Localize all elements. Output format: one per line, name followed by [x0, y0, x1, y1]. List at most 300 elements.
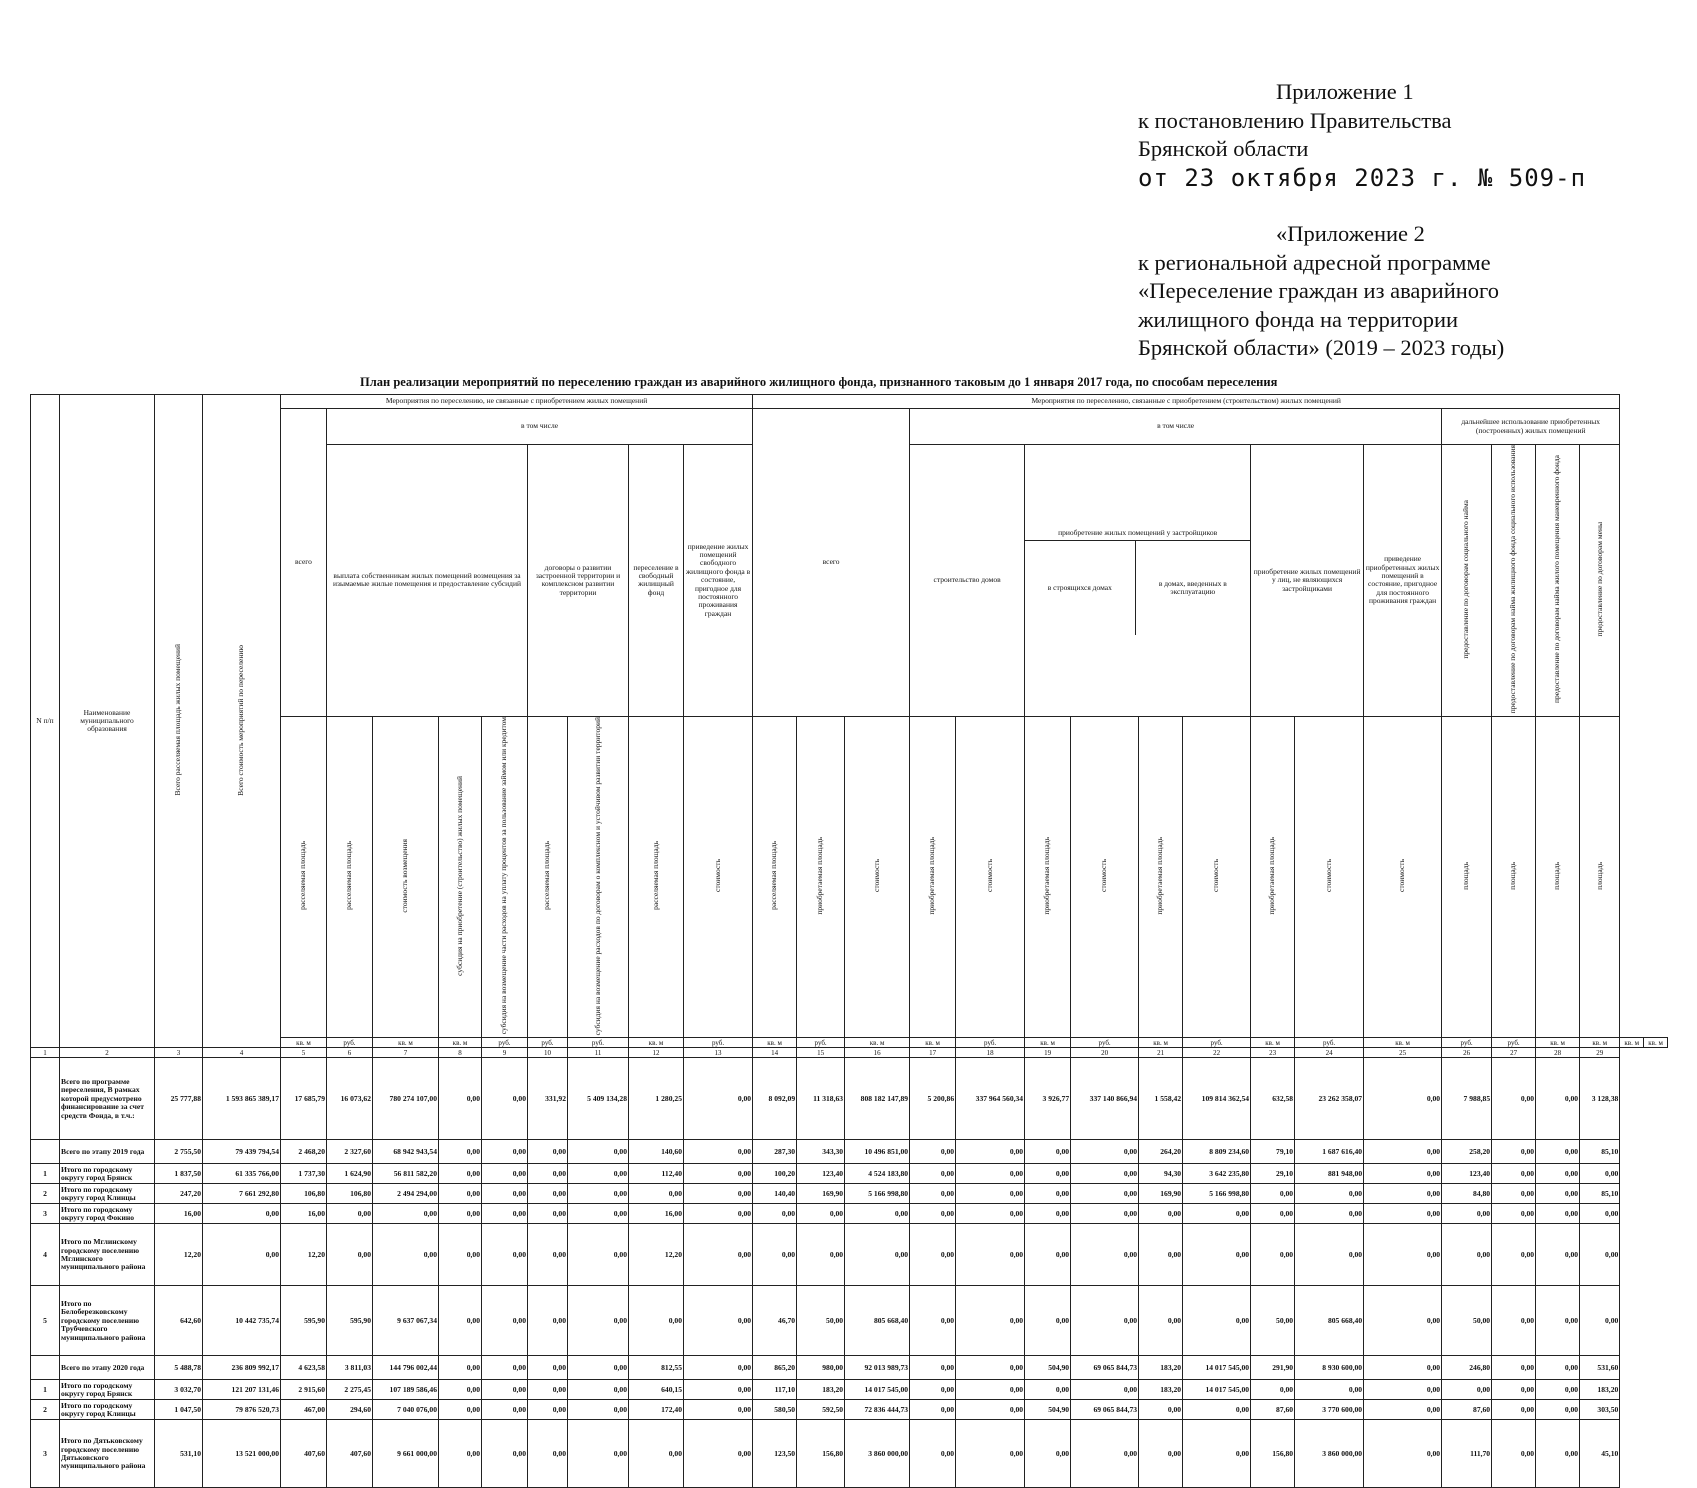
row-value: 7 040 076,00	[373, 1400, 439, 1420]
row-value: 0,00	[1536, 1184, 1580, 1204]
row-value: 87,60	[1442, 1400, 1492, 1420]
contracts-header: договоры о развитии застроенной территории и комплексном развитии территории	[528, 445, 629, 717]
row-value: 0,00	[1071, 1184, 1139, 1204]
row-value: 3 860 000,00	[1295, 1420, 1364, 1488]
row-municipality: Итого по городскому округу город Фокино	[60, 1204, 155, 1224]
row-value: 0,00	[1492, 1420, 1536, 1488]
column-index-cell: 6	[327, 1048, 373, 1058]
table-title: План реализации мероприятий по переселению граждан из аварийного жилищного фонда, признанного таковым до 1 января 2017 года, по способам переселения	[360, 375, 1278, 389]
row-value: 0,00	[568, 1184, 629, 1204]
unit-cell: кв. м	[845, 1038, 910, 1048]
row-value: 632,58	[1251, 1058, 1295, 1140]
acq-persons-header: приобретение жилых помещений у лиц, не являющихся застройщиками	[1251, 445, 1364, 717]
row-value: 3 128,38	[1580, 1058, 1620, 1140]
row-value: 0,00	[1580, 1224, 1620, 1286]
row-value: 0,00	[1139, 1286, 1183, 1356]
row-value: 0,00	[528, 1140, 568, 1164]
sub-resettled-area: расселяемая площадь	[281, 716, 327, 1038]
sub-cost: стоимость	[1071, 716, 1139, 1038]
row-value: 50,00	[797, 1286, 845, 1356]
row-value: 123,40	[1442, 1164, 1492, 1184]
row-value: 0,00	[910, 1356, 956, 1380]
row-value: 0,00	[482, 1420, 528, 1488]
row-value: 0,00	[327, 1204, 373, 1224]
row-value: 0,00	[528, 1400, 568, 1420]
row-value: 56 811 582,20	[373, 1164, 439, 1184]
sub-cost: стоимость	[1295, 716, 1364, 1038]
row-value: 980,00	[797, 1356, 845, 1380]
bringing-acq-header: приведение приобретенных жилых помещений в состояние, пригодное для постоянного проживания граждан	[1364, 445, 1442, 717]
row-value: 0,00	[1580, 1164, 1620, 1184]
row-value: 0,00	[1183, 1400, 1251, 1420]
row-municipality: Итого по городскому округу город Клинцы	[60, 1184, 155, 1204]
row-value: 172,40	[629, 1400, 684, 1420]
row-value: 0,00	[629, 1184, 684, 1204]
sub-acquired-area: приобретаемая площадь	[797, 716, 845, 1038]
incl-header-2: в том числе	[910, 409, 1442, 445]
table-row	[31, 1356, 1668, 1380]
unit-cell: кв. м	[1620, 1038, 1644, 1048]
row-value: 16,00	[281, 1204, 327, 1224]
row-value: 7 988,85	[1442, 1058, 1492, 1140]
col-total: всего	[281, 409, 327, 717]
row-value: 5 200,86	[910, 1058, 956, 1140]
row-value: 0,00	[373, 1224, 439, 1286]
unit-cell: кв. м	[1536, 1038, 1580, 1048]
row-value: 865,20	[753, 1356, 797, 1380]
row-value: 0,00	[1295, 1204, 1364, 1224]
row-value: 9 661 000,00	[373, 1420, 439, 1488]
row-value: 0,00	[1442, 1224, 1492, 1286]
sub-resettled-area: расселяемая площадь	[629, 716, 684, 1038]
row-value: 0,00	[1536, 1286, 1580, 1356]
row-value: 0,00	[1364, 1058, 1442, 1140]
row-value: 156,80	[797, 1420, 845, 1488]
column-index-cell: 22	[1183, 1048, 1251, 1058]
row-value: 0,00	[753, 1224, 797, 1286]
row-value: 808 182 147,89	[845, 1058, 910, 1140]
row-value: 61 335 766,00	[203, 1164, 281, 1184]
table-row	[31, 1058, 1668, 1140]
unit-cell: руб.	[1492, 1038, 1536, 1048]
row-value: 0,00	[1139, 1224, 1183, 1286]
unit-cell: кв. м	[1025, 1038, 1071, 1048]
row-value: 0,00	[439, 1058, 482, 1140]
row-value: 0,00	[684, 1356, 753, 1380]
row-value: 29,10	[1251, 1164, 1295, 1184]
decree-date-number: от 23 октября 2023 г. № 509-п	[1138, 163, 1587, 192]
row-value: 0,00	[1536, 1380, 1580, 1400]
row-value: 23 262 358,07	[1295, 1058, 1364, 1140]
row-value: 0,00	[439, 1286, 482, 1356]
sub-acquired-area: приобретаемая площадь	[1025, 716, 1071, 1038]
row-value: 0,00	[482, 1184, 528, 1204]
sub-cost: стоимость	[1183, 716, 1251, 1038]
unit-cell: кв. м	[1644, 1038, 1668, 1048]
row-value: 2 494 294,00	[373, 1184, 439, 1204]
row-value: 0,00	[684, 1140, 753, 1164]
row-value: 0,00	[956, 1164, 1025, 1184]
incl-header: в том числе	[327, 409, 753, 445]
row-value: 0,00	[1536, 1400, 1580, 1420]
column-index-cell: 27	[1492, 1048, 1536, 1058]
column-index-cell: 8	[439, 1048, 482, 1058]
col-total-2: всего	[753, 409, 910, 717]
further-use-header: дальнейшее использование приобретенных (построенных) жилых помещений	[1442, 409, 1620, 445]
row-municipality: Итого по городскому округу город Клинцы	[60, 1400, 155, 1420]
row-value: 0,00	[1536, 1058, 1580, 1140]
row-value: 0,00	[568, 1420, 629, 1488]
row-value: 13 521 000,00	[203, 1420, 281, 1488]
row-value: 0,00	[439, 1224, 482, 1286]
row-value: 0,00	[528, 1420, 568, 1488]
appendix2-label: «Приложение 2	[1276, 221, 1425, 246]
column-index-cell: 4	[203, 1048, 281, 1058]
row-value: 0,00	[528, 1184, 568, 1204]
row-value: 183,20	[1139, 1356, 1183, 1380]
row-value: 0,00	[1071, 1224, 1139, 1286]
row-value: 0,00	[1251, 1224, 1295, 1286]
row-number: 2	[31, 1184, 60, 1204]
row-municipality: Итого по городскому округу город Брянск	[60, 1164, 155, 1184]
row-value: 504,90	[1025, 1356, 1071, 1380]
row-number	[31, 1058, 60, 1140]
row-value: 0,00	[1442, 1380, 1492, 1400]
row-value: 0,00	[1251, 1184, 1295, 1204]
header-line: к постановлению Правительства	[1138, 107, 1452, 133]
row-value: 0,00	[1492, 1400, 1536, 1420]
row-value: 2 915,60	[281, 1380, 327, 1400]
row-value: 0,00	[1364, 1140, 1442, 1164]
column-index-cell: 12	[629, 1048, 684, 1058]
row-value: 9 637 067,34	[373, 1286, 439, 1356]
row-value: 0,00	[1492, 1356, 1536, 1380]
row-value: 0,00	[568, 1140, 629, 1164]
row-value: 8 930 600,00	[1295, 1356, 1364, 1380]
row-value: 79 439 794,54	[203, 1140, 281, 1164]
exchange-header: предоставление по договорам мены	[1580, 445, 1620, 717]
row-value: 3 642 235,80	[1183, 1164, 1251, 1184]
sub-acquired-area: приобретаемая площадь	[1139, 716, 1183, 1038]
row-value: 595,90	[281, 1286, 327, 1356]
row-value: 0,00	[1071, 1420, 1139, 1488]
row-value: 14 017 545,00	[1183, 1380, 1251, 1400]
row-value: 0,00	[482, 1224, 528, 1286]
row-value: 0,00	[684, 1224, 753, 1286]
row-value: 0,00	[1492, 1184, 1536, 1204]
row-number	[31, 1140, 60, 1164]
row-value: 0,00	[439, 1400, 482, 1420]
row-value: 294,60	[327, 1400, 373, 1420]
unit-cell: кв. м	[629, 1038, 684, 1048]
row-number	[31, 1356, 60, 1380]
row-value: 0,00	[482, 1400, 528, 1420]
row-value: 0,00	[910, 1164, 956, 1184]
row-value: 0,00	[528, 1164, 568, 1184]
column-index-cell: 18	[956, 1048, 1025, 1058]
row-value: 246,80	[1442, 1356, 1492, 1380]
row-value: 0,00	[1364, 1204, 1442, 1224]
column-index-cell: 16	[845, 1048, 910, 1058]
row-value: 0,00	[482, 1286, 528, 1356]
sub-area: площадь	[1492, 716, 1536, 1038]
payout-header: выплата собственникам жилых помещений возмещения за изымаемые жилые помещения и предоставление субсидий	[327, 445, 528, 717]
row-municipality: Итого по Мглинскому городскому поселению Мглинского муниципального района	[60, 1224, 155, 1286]
appendix-header	[1138, 78, 1658, 363]
row-value: 0,00	[956, 1184, 1025, 1204]
row-value: 0,00	[1364, 1380, 1442, 1400]
column-index-cell: 23	[1251, 1048, 1295, 1058]
row-value: 0,00	[684, 1380, 753, 1400]
row-value: 0,00	[956, 1356, 1025, 1380]
row-value: 0,00	[910, 1184, 956, 1204]
row-value: 5 166 998,80	[845, 1184, 910, 1204]
row-value: 0,00	[482, 1140, 528, 1164]
column-index-cell: 17	[910, 1048, 956, 1058]
row-value: 5 166 998,80	[1183, 1184, 1251, 1204]
row-value: 144 796 002,44	[373, 1356, 439, 1380]
unit-cell: кв. м	[439, 1038, 482, 1048]
row-value: 0,00	[568, 1164, 629, 1184]
row-value: 25 777,88	[155, 1058, 203, 1140]
row-value: 0,00	[956, 1140, 1025, 1164]
row-value: 0,00	[1025, 1286, 1071, 1356]
row-value: 8 092,09	[753, 1058, 797, 1140]
row-value: 10 496 851,00	[845, 1140, 910, 1164]
column-index-cell: 7	[373, 1048, 439, 1058]
row-value: 3 860 000,00	[845, 1420, 910, 1488]
row-value: 4 524 183,80	[845, 1164, 910, 1184]
row-value: 1 047,50	[155, 1400, 203, 1420]
row-value: 0,00	[528, 1356, 568, 1380]
column-index-cell: 29	[1580, 1048, 1620, 1058]
row-value: 0,00	[1071, 1164, 1139, 1184]
row-value: 0,00	[1364, 1224, 1442, 1286]
row-value: 504,90	[1025, 1400, 1071, 1420]
row-value: 0,00	[528, 1204, 568, 1224]
row-value: 0,00	[1295, 1224, 1364, 1286]
row-value: 0,00	[753, 1204, 797, 1224]
row-value: 79 876 520,73	[203, 1400, 281, 1420]
row-value: 0,00	[568, 1204, 629, 1224]
row-value: 337 140 866,94	[1071, 1058, 1139, 1140]
row-value: 0,00	[568, 1400, 629, 1420]
unit-cell: руб.	[482, 1038, 528, 1048]
row-value: 107 189 586,46	[373, 1380, 439, 1400]
sub-area: площадь	[1580, 716, 1620, 1038]
row-value: 287,30	[753, 1140, 797, 1164]
row-value: 0,00	[482, 1380, 528, 1400]
row-value: 0,00	[956, 1286, 1025, 1356]
row-value: 0,00	[910, 1380, 956, 1400]
row-value: 0,00	[1071, 1140, 1139, 1164]
row-value: 0,00	[1492, 1224, 1536, 1286]
row-value: 0,00	[684, 1286, 753, 1356]
row-value: 0,00	[684, 1058, 753, 1140]
row-number: 3	[31, 1420, 60, 1488]
row-value: 343,30	[797, 1140, 845, 1164]
row-value: 258,20	[1442, 1140, 1492, 1164]
row-value: 111,70	[1442, 1420, 1492, 1488]
col-name: Наименование муниципального образования	[60, 395, 155, 1048]
row-value: 156,80	[1251, 1420, 1295, 1488]
row-value: 2 755,50	[155, 1140, 203, 1164]
column-index-cell: 3	[155, 1048, 203, 1058]
row-value: 85,10	[1580, 1184, 1620, 1204]
row-value: 407,60	[281, 1420, 327, 1488]
row-value: 0,00	[910, 1224, 956, 1286]
sub-cost: стоимость	[684, 716, 753, 1038]
row-value: 0,00	[1295, 1380, 1364, 1400]
column-index-cell: 1	[31, 1048, 60, 1058]
row-value: 0,00	[1025, 1420, 1071, 1488]
row-value: 0,00	[1492, 1380, 1536, 1400]
row-value: 0,00	[845, 1224, 910, 1286]
row-value: 0,00	[1580, 1286, 1620, 1356]
row-value: 0,00	[482, 1164, 528, 1184]
unit-cell: руб.	[956, 1038, 1025, 1048]
row-value: 0,00	[1139, 1420, 1183, 1488]
row-value: 0,00	[1025, 1140, 1071, 1164]
row-value: 0,00	[797, 1224, 845, 1286]
sub-subsidy-contract: субсидия на возмещение расходов по договорам о комплексном и устойчивом развитии территорий	[568, 716, 629, 1038]
unit-cell: кв. м	[1580, 1038, 1620, 1048]
table-row	[31, 1400, 1668, 1420]
row-value: 92 013 989,73	[845, 1356, 910, 1380]
sub-resettled-area: расселяемая площадь	[753, 716, 797, 1038]
row-value: 0,00	[373, 1204, 439, 1224]
row-value: 0,00	[1536, 1164, 1580, 1184]
sub-cost: стоимость	[1364, 716, 1442, 1038]
row-value: 467,00	[281, 1400, 327, 1420]
column-index-cell: 11	[568, 1048, 629, 1058]
row-value: 106,80	[327, 1184, 373, 1204]
row-value: 100,20	[753, 1164, 797, 1184]
table-row	[31, 1184, 1668, 1204]
row-value: 0,00	[1025, 1224, 1071, 1286]
row-value: 812,55	[629, 1356, 684, 1380]
row-value: 640,15	[629, 1380, 684, 1400]
row-value: 0,00	[1492, 1140, 1536, 1164]
row-value: 0,00	[1364, 1286, 1442, 1356]
row-value: 0,00	[684, 1184, 753, 1204]
row-value: 0,00	[1442, 1204, 1492, 1224]
row-value: 1 558,42	[1139, 1058, 1183, 1140]
row-value: 106,80	[281, 1184, 327, 1204]
row-value: 0,00	[1071, 1380, 1139, 1400]
column-index-cell: 21	[1139, 1048, 1183, 1058]
row-value: 0,00	[1139, 1204, 1183, 1224]
row-value: 112,40	[629, 1164, 684, 1184]
row-value: 0,00	[1025, 1204, 1071, 1224]
row-value: 1 624,90	[327, 1164, 373, 1184]
header-line: Брянской области» (2019 – 2023 годы)	[1138, 335, 1505, 360]
row-value: 0,00	[1536, 1224, 1580, 1286]
row-value: 0,00	[910, 1400, 956, 1420]
row-number: 1	[31, 1164, 60, 1184]
row-value: 7 661 292,80	[203, 1184, 281, 1204]
row-value: 0,00	[1492, 1164, 1536, 1184]
row-value: 0,00	[1139, 1400, 1183, 1420]
sub-resettled-area: расселяемая площадь	[327, 716, 373, 1038]
unit-cell: кв. м	[753, 1038, 797, 1048]
row-value: 0,00	[1580, 1204, 1620, 1224]
row-value: 3 811,03	[327, 1356, 373, 1380]
row-value: 0,00	[1536, 1420, 1580, 1488]
row-value: 5 409 134,28	[568, 1058, 629, 1140]
group-not-related: Мероприятия по переселению, не связанные с приобретением жилых помещений	[281, 395, 753, 409]
row-value: 0,00	[482, 1356, 528, 1380]
row-value: 94,30	[1139, 1164, 1183, 1184]
construction-header: строительство домов	[910, 445, 1025, 717]
column-index-cell: 15	[797, 1048, 845, 1058]
row-value: 16,00	[155, 1204, 203, 1224]
row-value: 169,90	[1139, 1184, 1183, 1204]
row-value: 84,80	[1442, 1184, 1492, 1204]
row-value: 0,00	[956, 1204, 1025, 1224]
row-value: 0,00	[528, 1380, 568, 1400]
bringing-header: приведение жилых помещений свободного жилищного фонда в состояние, пригодное для постоянного проживания граждан	[684, 445, 753, 717]
sub-subsidy-acq: субсидия на приобретение (строительство) жилых помещений	[439, 716, 482, 1038]
row-value: 0,00	[482, 1204, 528, 1224]
column-index-cell: 2	[60, 1048, 155, 1058]
row-value: 0,00	[482, 1058, 528, 1140]
row-value: 0,00	[1251, 1380, 1295, 1400]
row-value: 3 032,70	[155, 1380, 203, 1400]
row-value: 123,50	[753, 1420, 797, 1488]
unit-cell: кв. м	[1251, 1038, 1295, 1048]
row-value: 69 065 844,73	[1071, 1356, 1139, 1380]
sub-area: площадь	[1536, 716, 1580, 1038]
row-value: 12,20	[629, 1224, 684, 1286]
row-value: 0,00	[684, 1204, 753, 1224]
row-value: 12,20	[155, 1224, 203, 1286]
row-value: 0,00	[203, 1204, 281, 1224]
row-value: 0,00	[1536, 1204, 1580, 1224]
row-value: 169,90	[797, 1184, 845, 1204]
row-value: 140,60	[629, 1140, 684, 1164]
row-value: 0,00	[439, 1356, 482, 1380]
sub-area: площадь	[1442, 716, 1492, 1038]
row-value: 2 275,45	[327, 1380, 373, 1400]
row-number: 5	[31, 1286, 60, 1356]
row-value: 45,10	[1580, 1420, 1620, 1488]
row-value: 87,60	[1251, 1400, 1295, 1420]
row-value: 0,00	[439, 1204, 482, 1224]
row-value: 0,00	[203, 1224, 281, 1286]
unit-cell: кв. м	[910, 1038, 956, 1048]
row-value: 0,00	[956, 1400, 1025, 1420]
table-row	[31, 1164, 1668, 1184]
row-municipality: Итого по Белоберезковскому городскому поселению Трубчевского муниципального района	[60, 1286, 155, 1356]
row-value: 183,20	[1580, 1380, 1620, 1400]
table-row	[31, 1224, 1668, 1286]
row-value: 0,00	[1183, 1286, 1251, 1356]
row-value: 0,00	[1364, 1356, 1442, 1380]
row-value: 0,00	[684, 1164, 753, 1184]
unit-cell: руб.	[568, 1038, 629, 1048]
row-value: 407,60	[327, 1420, 373, 1488]
row-value: 3 770 600,00	[1295, 1400, 1364, 1420]
row-value: 1 737,30	[281, 1164, 327, 1184]
table-row	[31, 1380, 1668, 1400]
resettlement-plan-table	[30, 394, 1668, 1488]
sub-resettled-area: расселяемая площадь	[528, 716, 568, 1038]
row-value: 0,00	[684, 1420, 753, 1488]
table-row	[31, 1140, 1668, 1164]
row-value: 0,00	[568, 1286, 629, 1356]
row-value: 0,00	[1364, 1164, 1442, 1184]
